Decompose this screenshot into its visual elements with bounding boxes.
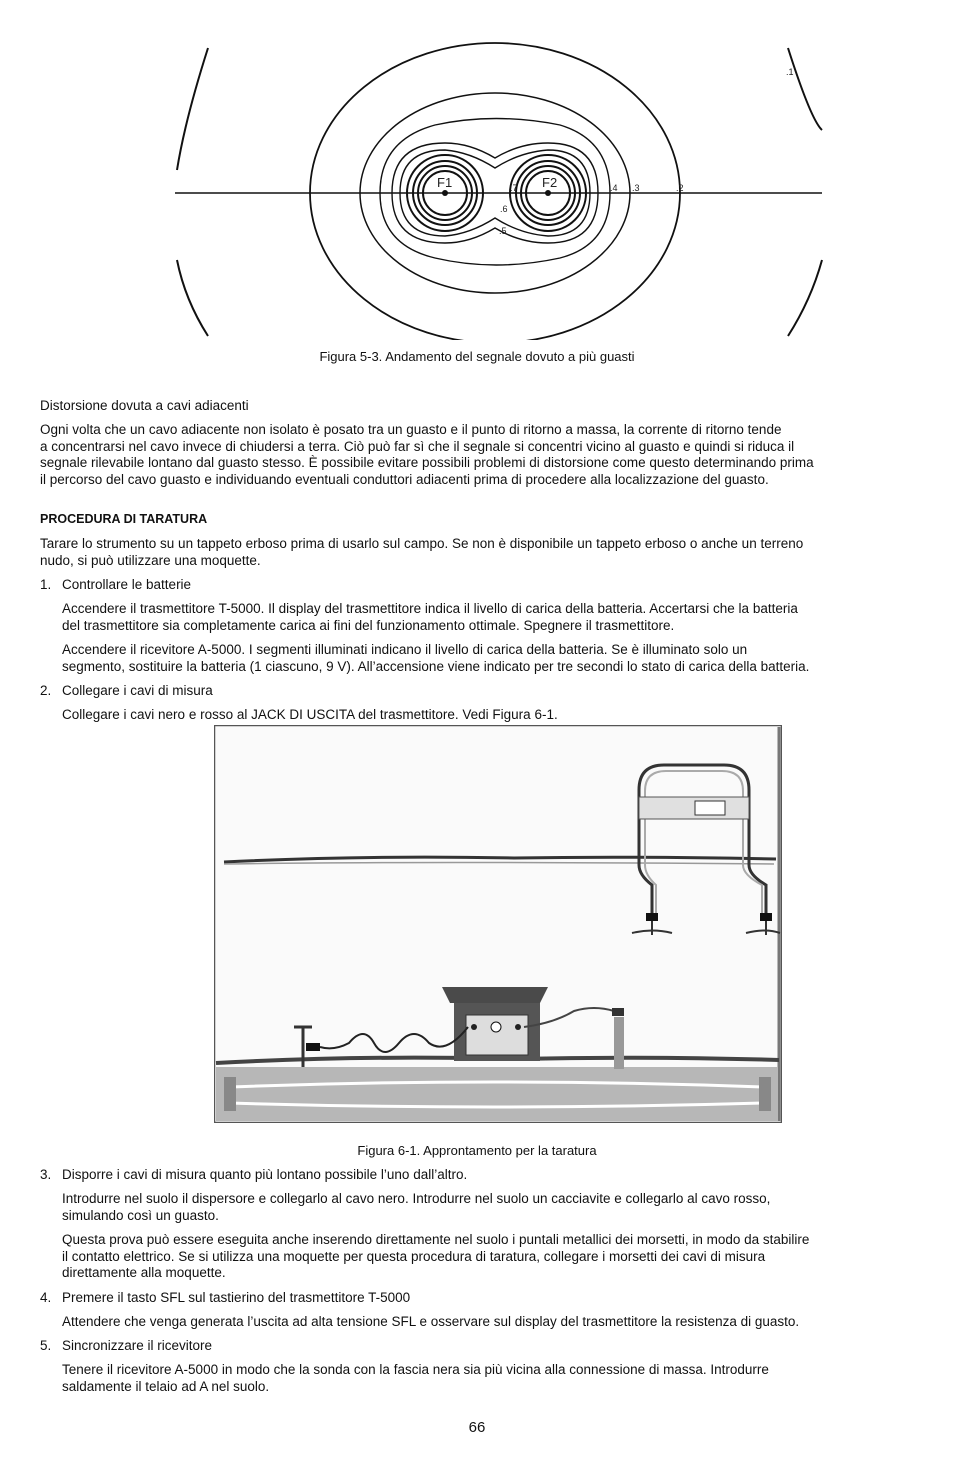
step-3-title: Disporre i cavi di misura quanto più lontano possibile l’uno dall’altro.: [62, 1167, 468, 1182]
step-5-paragraph-1: Tenere il ricevitore A-5000 in modo che la sonda con la fascia nera sia più vicina alla connessione di massa. Introdurre saldamente il telaio ad A nel suolo.: [62, 1362, 769, 1394]
step-3-paragraph-1: Introdurre nel suolo il dispersore e collegarlo al cavo nero. Introdurre nel suolo un cacciavite e collegarlo al cavo rosso, simulando così un guasto.: [62, 1191, 771, 1223]
step-5-title: Sincronizzare il ricevitore: [62, 1338, 213, 1353]
procedure-intro: Tarare lo strumento su un tappeto erboso prima di usarlo sul campo. Se non è disponibile un tappeto erboso o anche un terreno nudo, si può utilizzare una moquette.: [40, 536, 804, 568]
step-5-number: 5.: [40, 1338, 52, 1353]
procedure-heading: PROCEDURA DI TARATURA: [40, 512, 208, 526]
step-4-paragraph-1: Attendere che venga generata l’uscita ad alta tensione SFL e osservare sul display del trasmettitore la resistenza di guasto.: [62, 1314, 800, 1329]
step-4-title: Premere il tasto SFL sul tastierino del trasmettitore T-5000: [62, 1290, 411, 1305]
contour-label-5: .5: [499, 226, 507, 236]
contour-label-1: .1: [786, 67, 794, 77]
step-1-title: Controllare le batterie: [62, 577, 192, 592]
step-1-paragraph-1: Accendere il trasmettitore T-5000. Il display del trasmettitore indica il livello di carica della batteria. Accertarsi che la batteria del trasmettitore sia completamente carica ai fini del funzionamento ottimale. Spegnere il trasmettitore.: [62, 601, 798, 633]
calibration-setup-figure: [214, 725, 782, 1123]
step-3-number: 3.: [40, 1167, 52, 1182]
step-4-number: 4.: [40, 1290, 52, 1305]
fault-f1-label: F1: [437, 175, 453, 190]
step-2-number: 2.: [40, 683, 52, 698]
contour-label-6: .6: [500, 204, 508, 214]
contour-label-7: .7: [510, 183, 518, 193]
step-3-paragraph-2: Questa prova può essere eseguita anche inserendo direttamente nel suolo i puntali metallici dei morsetti, in modo da stabilire il contatto elettrico. Se si utilizza una moquette per questa procedura di taratura, collegare i morsetti dei cavi di misura direttamente alla moquette.: [62, 1232, 810, 1280]
distortion-heading: Distorsione dovuta a cavi adiacenti: [40, 398, 249, 413]
contour-label-2: .2: [676, 183, 684, 193]
page-number: 66: [468, 1419, 486, 1436]
step-1-number: 1.: [40, 577, 52, 592]
contour-label-4: .4: [610, 183, 618, 193]
fault-f2-label: F2: [542, 175, 558, 190]
figure-5-3-caption: Figura 5-3. Andamento del segnale dovuto a più guasti: [319, 349, 635, 364]
distortion-paragraph: Ogni volta che un cavo adiacente non isolato è posato tra un guasto e il punto di ritorno a massa, la corrente di ritorno tende a concentrarsi nel cavo invece di chiudersi a terra. Ciò può far sì che il segnale si concentri vicino al guasto e quindi si riduca il segnale rilevabile lontano dal guasto stesso. È possibile evitare possibili problemi di distorsione come questo determinando prima il percorso del cavo guasto e individuando eventuali conduttori adiacenti prima di procedere alla localizzazione del guasto.: [40, 422, 814, 487]
contour-label-3: .3: [632, 183, 640, 193]
signal-pattern-figure: [170, 40, 830, 340]
step-2-paragraph-1: Collegare i cavi nero e rosso al JACK DI USCITA del trasmettitore. Vedi Figura 6-1.: [62, 707, 558, 722]
step-1-paragraph-2: Accendere il ricevitore A-5000. I segmenti illuminati indicano il livello di carica della batteria. Se è illuminato solo un segmento, sostituire la batteria (1 ciascuno, 9 V). All’accensione viene indicato per tre secondi lo stato di carica della batteria.: [62, 642, 810, 674]
step-2-title: Collegare i cavi di misura: [62, 683, 213, 698]
figure-6-1-caption: Figura 6-1. Approntamento per la taratura: [357, 1143, 597, 1158]
